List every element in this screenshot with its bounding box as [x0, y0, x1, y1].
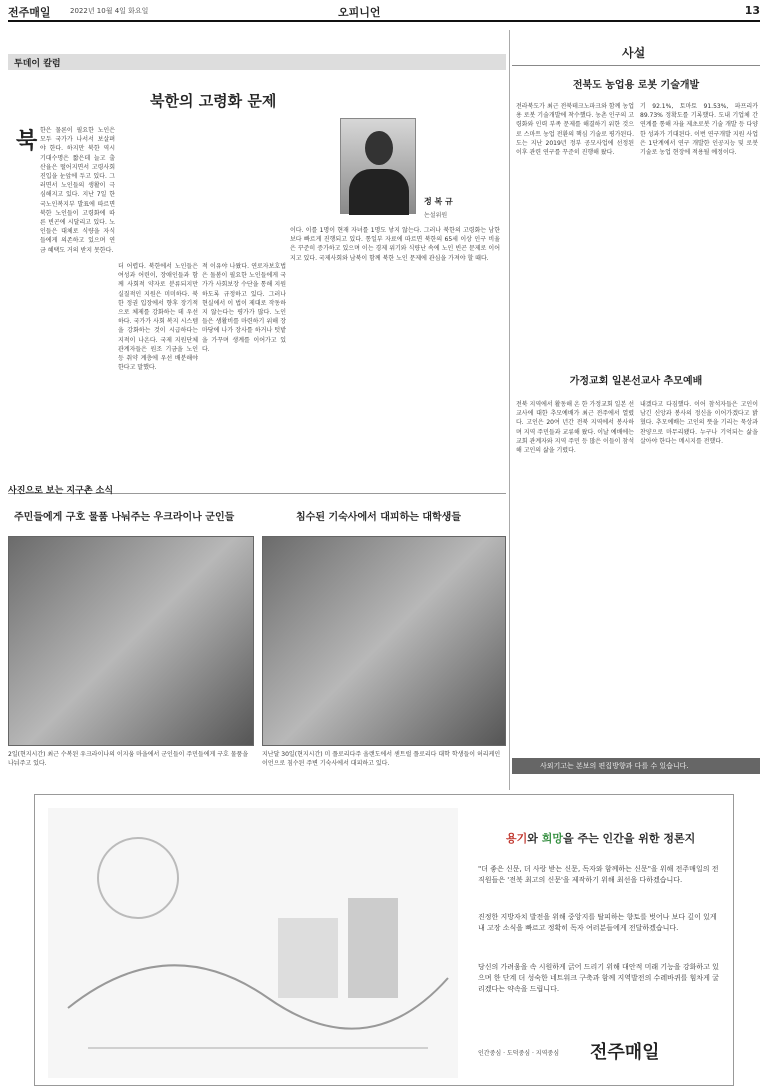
column-category: 투데이 칼럼: [14, 59, 61, 69]
ad-heading: [506, 830, 695, 846]
disclaimer-bar: [512, 758, 760, 774]
photo-flooded-dorm: [262, 536, 506, 746]
author-role: 논설위원: [424, 212, 448, 219]
column-dropcap: 북: [16, 128, 38, 154]
photo-news-header: [8, 478, 506, 494]
column-body-col2: 더 어렵다. 북한에서 노인들은 여성과 어린이, 장애인들과 함께 사회적 약자로 분류되지만 실질적인 지원은 미미하다. 북한 정권 입장에서 향후 장기적으로 체제를 강화하는 데 우선하다. 국가가 사회 복지 시스템을 강화하는 것이 시급하다는 지적이 나온다. 국제 지원단체 관계자들은 원조 기금을 노인 등 취약 계층에 우선 배분해야 한다고 말했다.: [118, 263, 198, 372]
portrait-body-shape: [349, 169, 409, 215]
photo-left-caption: 2일(현지시간) 최근 수복된 우크라이나의 이지움 마을에서 군인들이 주민들에게 구호 물품을 나눠주고 있다.: [8, 751, 249, 767]
photo-ukraine-aid: [8, 536, 254, 746]
editorial-title-2: 가정교회 일본선교사 추모예배: [569, 376, 703, 387]
editorial-body-1b: 기 92.1%, 토마토 91.53%, 파프리카 89.73% 정확도를 기록했다. 도내 기업체 간 연계를 통해 자율 제초로봇 기술 개발 등 다양한 성과가 기대된다. 이번 연구개발 지원 사업은 1단계에서 연구 개발한 인공지능 및 로봇 기술로 농업 현장에 적용될 예정이다.: [640, 103, 758, 157]
ad-paragraph-1: "더 좋은 신문, 더 사랑 받는 신문, 독자와 함께하는 신문"을 위해 전주매일의 전 직원들은 '전북 최고의 신문'을 제작하기 위해 최선을 다하겠습니다.: [478, 865, 719, 884]
portrait-head-shape: [365, 131, 393, 165]
photo-right-caption: 지난달 30일(현지시간) 미 플로리다주 올랜도에서 센트럴 플로리다 대학 학생들이 허리케인 이언으로 침수된 주변 기숙사에서 대피하고 있다.: [262, 751, 501, 767]
column-category-bar: [8, 54, 506, 70]
issue-date: 2022년 10월 4일 화요일: [70, 7, 149, 15]
photo-left-title: 주민들에게 구호 물품 나눠주는 우크라이나 군인들: [14, 512, 235, 523]
disclaimer-text: 사외기고는 본보의 편집방향과 다를 수 있습니다.: [540, 762, 689, 770]
ad-heading-word2: 희망: [541, 832, 563, 845]
author-name: 정 복 규: [424, 197, 453, 206]
editorial-header: [512, 44, 760, 66]
editorial-title-1: 전북도 농업용 로봇 기술개발: [572, 80, 700, 91]
ad-heading-mid: 와: [527, 832, 542, 845]
editorial-body-2a: 전북 지역에서 활동해 온 한 가정교회 일본 선교사에 대한 추모예배가 최근 전주에서 열렸다. 고인은 20여 년간 전북 지역에서 봉사하며 지역 주민들과 교류해 왔다. 이날 예배에는 교회 관계자와 지역 주민 등 많은 이들이 참석해 고인의 삶을 기렸다.: [516, 401, 634, 455]
editorial-body-1a: 전라북도가 최근 전북테크노파크와 함께 농업용 로봇 기술개발에 착수했다. 농촌 인구의 고령화와 인력 부족 문제를 해결하기 위한 것으로 스마트 농업 전환의 핵심 기술로 평가된다. 도는 지난 2019년 정부 공모사업에 선정된 이후 관련 연구를 꾸준히 진행해 왔다.: [516, 103, 634, 157]
ad-paragraph-2: 진정한 지방자치 발전을 위해 중앙지를 탈피하는 향토를 벗어나 보다 깊이 있게 내 고장 소식을 빠르고 정확히 독자 여러분들에게 전달하겠습니다.: [478, 913, 717, 932]
ad-heading-post: 을 주는 인간을 위한 정론지: [563, 832, 696, 845]
column-body-col1: 한은 물론이 필요한 노인은 모두 국가가 나서서 보살펴야 한다. 하지만 북한 역시 기대수명은 짧은데 늘고 출산율은 떨어지면서 고령사회 진입을 눈앞에 두고 있다. 그러면서 노인들의 생활이 극심해지고 있다. 지난 7일 한국노인복지부 발표에 따르면 북한 노인들이 고령화에 따른 빈곤에 시달리고 있다. 노인들은 대체로 식량을 자식들에게 의존하고 있으며 연금 혜택도 거의 받지 못한다.: [40, 127, 115, 254]
newspaper-logo: 전주매일: [8, 6, 51, 19]
ad-building-1: [278, 918, 338, 998]
ad-building-2: [348, 898, 398, 998]
author-portrait: [340, 118, 416, 214]
masthead: [8, 4, 760, 20]
column-divider: [509, 30, 510, 790]
photo-news-title: 사진으로 보는 지구촌 소식: [8, 486, 114, 496]
column-body-col4: 이다. 이를 1명이 현재 자녀를 1명도 낳지 않는다. 그러나 북한의 고령화는 남한보다 빠르게 진행되고 있다. 통일부 자료에 따르면 북한의 65세 이상 인구 비율은 꾸준히 증가하고 있으며 이는 경제 위기와 식량난 속에 노인 빈곤 문제로 이어지고 있다. 국제사회와 남북이 함께 북한 노인 문제에 관심을 가져야 할 때다.: [290, 227, 500, 262]
ad-slogan: 인간중심 · 도덕중심 · 지역중심: [478, 1050, 559, 1057]
photo-right-title: 침수된 기숙사에서 대피하는 대학생들: [296, 512, 462, 523]
section-title: 오피니언: [338, 6, 381, 19]
ad-heading-word1: 용기: [506, 832, 528, 845]
ad-paragraph-3: 당신의 가려움을 속 시원하게 긁어 드리기 위해 대안적 미래 기능을 강화하고 있으며 한 단계 더 성숙한 네트워크 구축과 함께 지역발전의 수레바퀴를 힘차게 굴리겠다는 약속을 드립니다.: [478, 963, 719, 993]
editorial-label: 사설: [622, 46, 646, 60]
editorial-body-2b: 내겠다고 다짐했다. 이어 참석자들은 고인이 남긴 신앙과 봉사의 정신을 이어가겠다고 밝혔다. 추모예배는 고인의 뜻을 기리는 묵상과 찬양으로 마무리됐다. 누구나 기억되는 삶을 살아야 한다는 메시지를 전했다.: [640, 401, 758, 445]
page-number: 13: [744, 4, 760, 17]
ad-illustration: [48, 808, 458, 1078]
column-title: 북한의 고령화 문제: [150, 92, 277, 110]
column-body-col3: 적 이유야 나왔다. 연로자보호법은 돌봄이 필요한 노인들에게 국가가 사회보장 수단을 통해 지원하도록 규정하고 있다. 그러나 현실에서 이 법이 제대로 작동하지 않는다는 평가가 많다. 노인들은 생활비를 마련하기 위해 장마당에 나가 장사를 하거나 텃밭을 가꾸며 생계를 이어가고 있다.: [202, 263, 286, 353]
masthead-rule: [8, 20, 760, 22]
ad-logo: 전주매일: [590, 1042, 660, 1063]
